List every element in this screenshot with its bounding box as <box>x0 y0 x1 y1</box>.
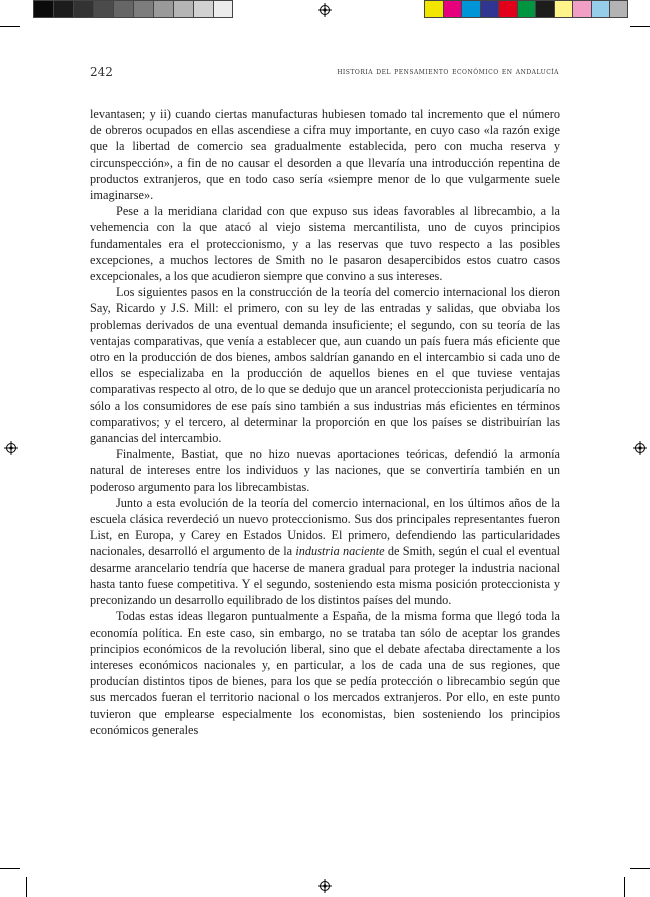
paragraph-text: Junto a esta evolución de la teoría del comercio internacional, en los últimos años de la escuela clásica reverdeció un nuevo proteccionismo. Sus dos principales representantes fueron List, en Europa, y Carey en Estados Unidos. El primero, defendiendo las particularidades nacionales, desarrolló el argumento de la <box>90 495 560 559</box>
paragraph: Todas estas ideas llegaron puntualmente a España, de la misma forma que llegó toda la economía política. En este caso, sin embargo, no se trataba tan sólo de aceptar los grandes principios económicos de la revolución liberal, sino que el debate afectaba directamente a los intereses económicos nacionales y, en particular, a los de cada una de sus regiones, que producían distintos tipos de bienes, para los que se pedía protección o librecambio según que sus mercados fueran el territorio nacional o los mercados extranjeros. Por ello, en este punto tuvieron que emplearse especialmente los economistas, bien sosteniendo los principios económicos generales <box>90 609 560 737</box>
color-swatch <box>535 0 554 18</box>
page-number: 242 <box>90 65 113 79</box>
color-swatch <box>517 0 536 18</box>
crop-mark <box>624 877 625 897</box>
color-swatch <box>73 0 93 18</box>
color-swatch <box>480 0 499 18</box>
paragraph: levantasen; y ii) cuando ciertas manufacturas hubiesen tomado tal incremento que el número de obreros ocupados en ellas ascendiese a cifra muy importante, en cuyo caso «la razón exige que la libertad de comercio sea gradualmente establecida, pero con mucha reserva y circunspección», a fin de no causar el desorden a que llevaría una introducción repentina de productos extranjeros, que en todo caso sería «siempre menor de lo que vulgarmente suele imaginarse». <box>90 107 560 203</box>
color-swatch <box>498 0 517 18</box>
color-swatch <box>572 0 591 18</box>
color-swatch <box>193 0 213 18</box>
paragraph <box>90 495 560 608</box>
color-swatch <box>153 0 173 18</box>
color-swatch <box>424 0 443 18</box>
color-calibration-bar <box>424 0 628 20</box>
crop-mark <box>0 868 20 869</box>
paragraph: Pese a la meridiana claridad con que expuso sus ideas favorables al librecambio, a la vehemencia con la que atacó al viejo sistema mercantilista, uno de cuyos principios fundamentales era el proteccionismo, y a las reservas que tuvo respecto a las posibles excepciones, a muchos lectores de Smith no le pasaron desapercibidos estos cuatro casos excepcionales, a los que acudieron siempre que convino a sus intereses. <box>90 204 560 284</box>
body-text <box>90 106 560 738</box>
grayscale-calibration-bar <box>33 0 233 20</box>
color-swatch <box>461 0 480 18</box>
color-swatch <box>443 0 462 18</box>
crop-mark <box>26 877 27 897</box>
color-swatch <box>173 0 193 18</box>
registration-mark-icon <box>4 441 18 455</box>
registration-mark-icon <box>633 441 647 455</box>
color-swatch <box>609 0 628 18</box>
color-swatch <box>213 0 233 18</box>
registration-mark-icon <box>318 879 332 893</box>
color-swatch <box>113 0 133 18</box>
color-swatch <box>133 0 153 18</box>
registration-mark-icon <box>318 3 332 17</box>
color-swatch <box>554 0 573 18</box>
running-head: historia del pensamiento económico en andalucía <box>337 67 559 77</box>
paragraph: Los siguientes pasos en la construcción de la teoría del comercio internacional los dieron Say, Ricardo y J.S. Mill: el primero, con su ley de las entradas y salidas, que obviaba los problemas derivados de una eventual demanda insuficiente; el segundo, con su teoría de las ventajas comparativas, que venía a establecer que, aun cuando un país fuera más eficiente que otro en la producción de dos bienes, ambos saldrían ganando en el intercambio si cada uno de ellos se especializaba en la producción de aquellos bienes en el que tuviese ventajas comparativas respecto al otro, de lo que se dedujo que un arancel proteccionista perjudicaría no sólo a los consumidores de ese país sino también a sus industrias más eficientes en términos comparativos; y el tercero, al determinar la proporción en que los países se distribuirían las ganancias del intercambio. <box>90 285 560 446</box>
paragraph: Finalmente, Bastiat, que no hizo nuevas aportaciones teóricas, defendió la armonía natural de intereses entre los individuos y las naciones, que se convertiría también en un poderoso argumento para los librecambistas. <box>90 447 560 494</box>
italic-term: industria naciente <box>295 544 385 559</box>
color-swatch <box>93 0 113 18</box>
paragraph-text: de Smith, según el cual el eventual desarme arancelario tendría que hacerse de manera gradual para proteger la industria nacional hasta tanto fuese competitiva. Y el segundo, sosteniendo esta misma posición proteccionista y preconizando un desarrollo equilibrado de los distintos países del mundo. <box>90 544 560 608</box>
crop-mark <box>630 868 650 869</box>
crop-mark <box>630 26 650 27</box>
color-swatch <box>591 0 610 18</box>
color-swatch <box>53 0 73 18</box>
crop-mark <box>0 26 20 27</box>
color-swatch <box>33 0 53 18</box>
